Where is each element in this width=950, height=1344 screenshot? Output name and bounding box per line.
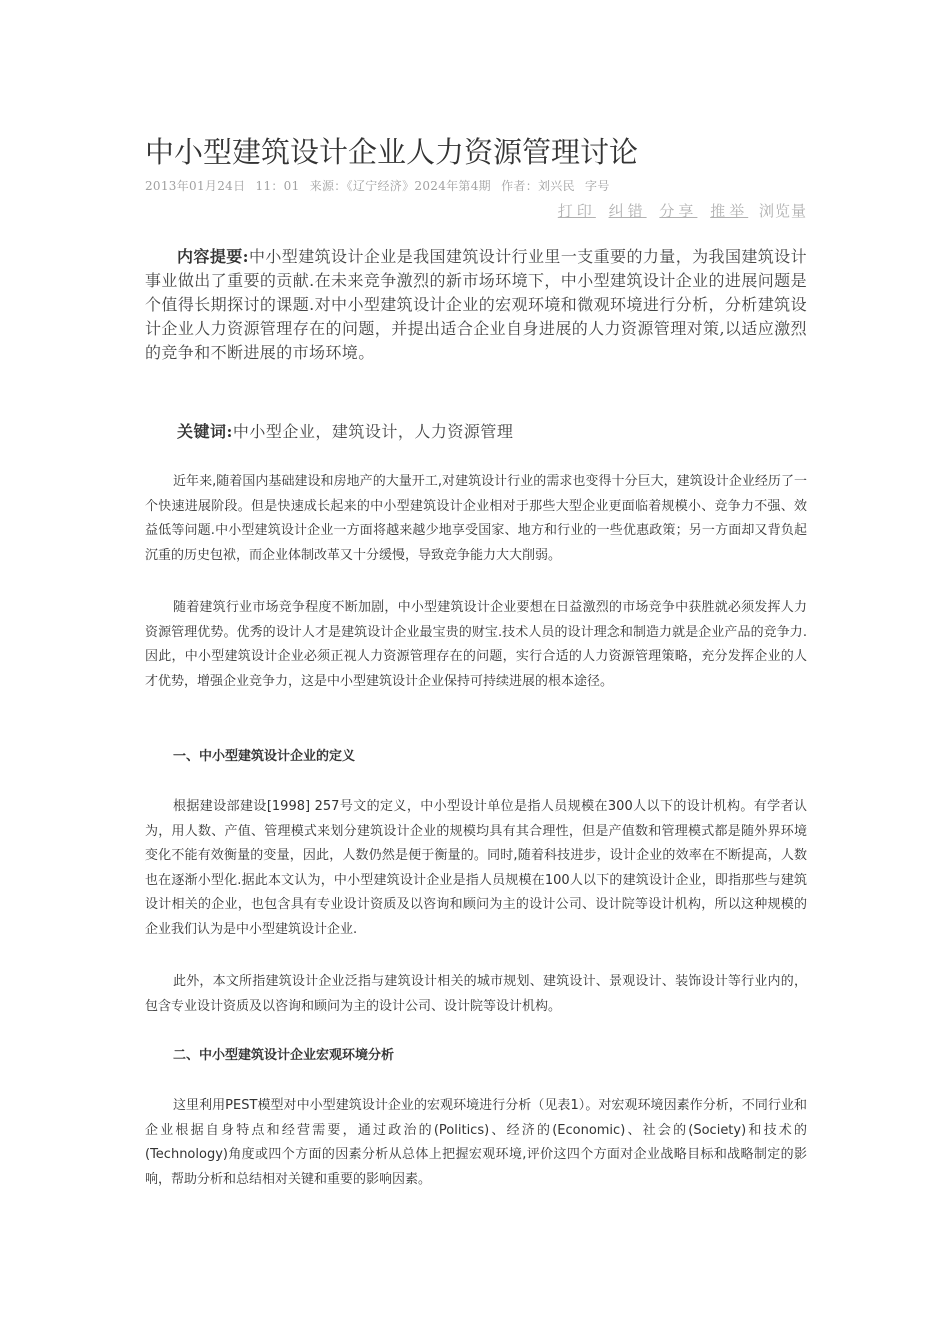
keywords-text: 中小型企业，建筑设计，人力资源管理	[232, 422, 514, 441]
article-actions	[550, 201, 807, 221]
font-size-control[interactable]: 字号	[585, 179, 610, 193]
article-meta	[145, 178, 807, 194]
abstract	[145, 245, 807, 365]
print-link[interactable]: 打印	[557, 202, 596, 220]
section-heading: 二、中小型建筑设计企业宏观环境分析	[173, 1048, 395, 1063]
body-paragraph: 根据建设部建设[1998] 257号文的定义，中小型设计单位是指人员规模在300人以下的设计机构。有学者认为，用人数、产值、管理模式来划分建筑设计企业的规模均具有其合理性，但是产值数和管理模式都是随外界环境变化不能有效衡量的变量，因此，人数仍然是便于衡量的。同时,随着科技进步，设计企业的效率在不断提高，人数也在逐渐小型化.据此本文认为，中小型建筑设计企业是指人员规模在100人以下的建筑设计企业，即指那些与建筑设计相关的企业，也包含具有专业设计资质及以咨询和顾问为主的设计公司、设计院等设计机构，所以这种规模的企业我们认为是中小型建筑设计企业.	[145, 799, 807, 937]
view-count: 浏览量	[758, 202, 807, 220]
body-paragraph: 随着建筑行业市场竞争程度不断加剧，中小型建筑设计企业要想在日益激烈的市场竞争中获胜就必须发挥人力资源管理优势。优秀的设计人才是建筑设计企业最宝贵的财宝.技术人员的设计理念和制造力就是企业产品的竞争力.因此，中小型建筑设计企业必须正视人力资源管理存在的问题，实行合适的人力资源管理策略，充分发挥企业的人才优势，增强企业竞争力，这是中小型建筑设计企业保持可持续进展的根本途径。	[145, 600, 807, 689]
body-paragraph: 近年来,随着国内基础建设和房地产的大量开工,对建筑设计行业的需求也变得十分巨大，建筑设计企业经历了一个快速进展阶段。但是快速成长起来的中小型建筑设计企业相对于那些大型企业更面临着规模小、竞争力不强、效益低等问题.中小型建筑设计企业一方面将越来越少地享受国家、地方和行业的一些优惠政策；另一方面却又背负起沉重的历史包袱，而企业体制改革又十分缓慢，导致竞争能力大大削弱。	[145, 474, 807, 563]
publish-date: 2013年01月24日	[145, 179, 246, 193]
article-author: 作者：刘兴民	[501, 179, 575, 193]
publish-time: 11：01	[255, 179, 300, 193]
abstract-label: 内容提要:	[177, 247, 249, 266]
share-link[interactable]: 分享	[659, 202, 698, 220]
body-paragraph: 此外，本文所指建筑设计企业泛指与建筑设计相关的城市规划、建筑设计、景观设计、装饰设计等行业内的，包含专业设计资质及以咨询和顾问为主的设计公司、设计院等设计机构。	[145, 974, 807, 1014]
correct-link[interactable]: 纠错	[608, 202, 647, 220]
section-heading: 一、中小型建筑设计企业的定义	[173, 749, 356, 764]
recommend-link[interactable]: 推举	[710, 202, 749, 220]
body-paragraph: 这里利用PEST模型对中小型建筑设计企业的宏观环境进行分析（见表1）。对宏观环境因素作分析，不同行业和企业根据自身特点和经营需要，通过政治的(Politics)、经济的(Economic)、社会的(Society)和技术的(Technology)角度或四个方面的因素分析从总体上把握宏观环境,评价这四个方面对企业战略目标和战略制定的影响，帮助分析和总结相对关键和重要的影响因素。	[145, 1098, 807, 1187]
article-title: 中小型建筑设计企业人力资源管理讨论	[145, 135, 639, 169]
abstract-text: 中小型建筑设计企业是我国建筑设计行业里一支重要的力量，为我国建筑设计事业做出了重要的贡献.在未来竞争激烈的新市场环境下，中小型建筑设计企业的进展问题是个值得长期探讨的课题.对中小型建筑设计企业的宏观环境和微观环境进行分析，分析建筑设计企业人力资源管理存在的问题，并提出适合企业自身进展的人力资源管理对策,以适应激烈的竞争和不断进展的市场环境。	[145, 247, 807, 362]
keywords-label: 关键词:	[177, 422, 233, 441]
keywords	[145, 420, 807, 444]
article-source: 来源：《辽宁经济》2024年第4期	[309, 179, 491, 193]
